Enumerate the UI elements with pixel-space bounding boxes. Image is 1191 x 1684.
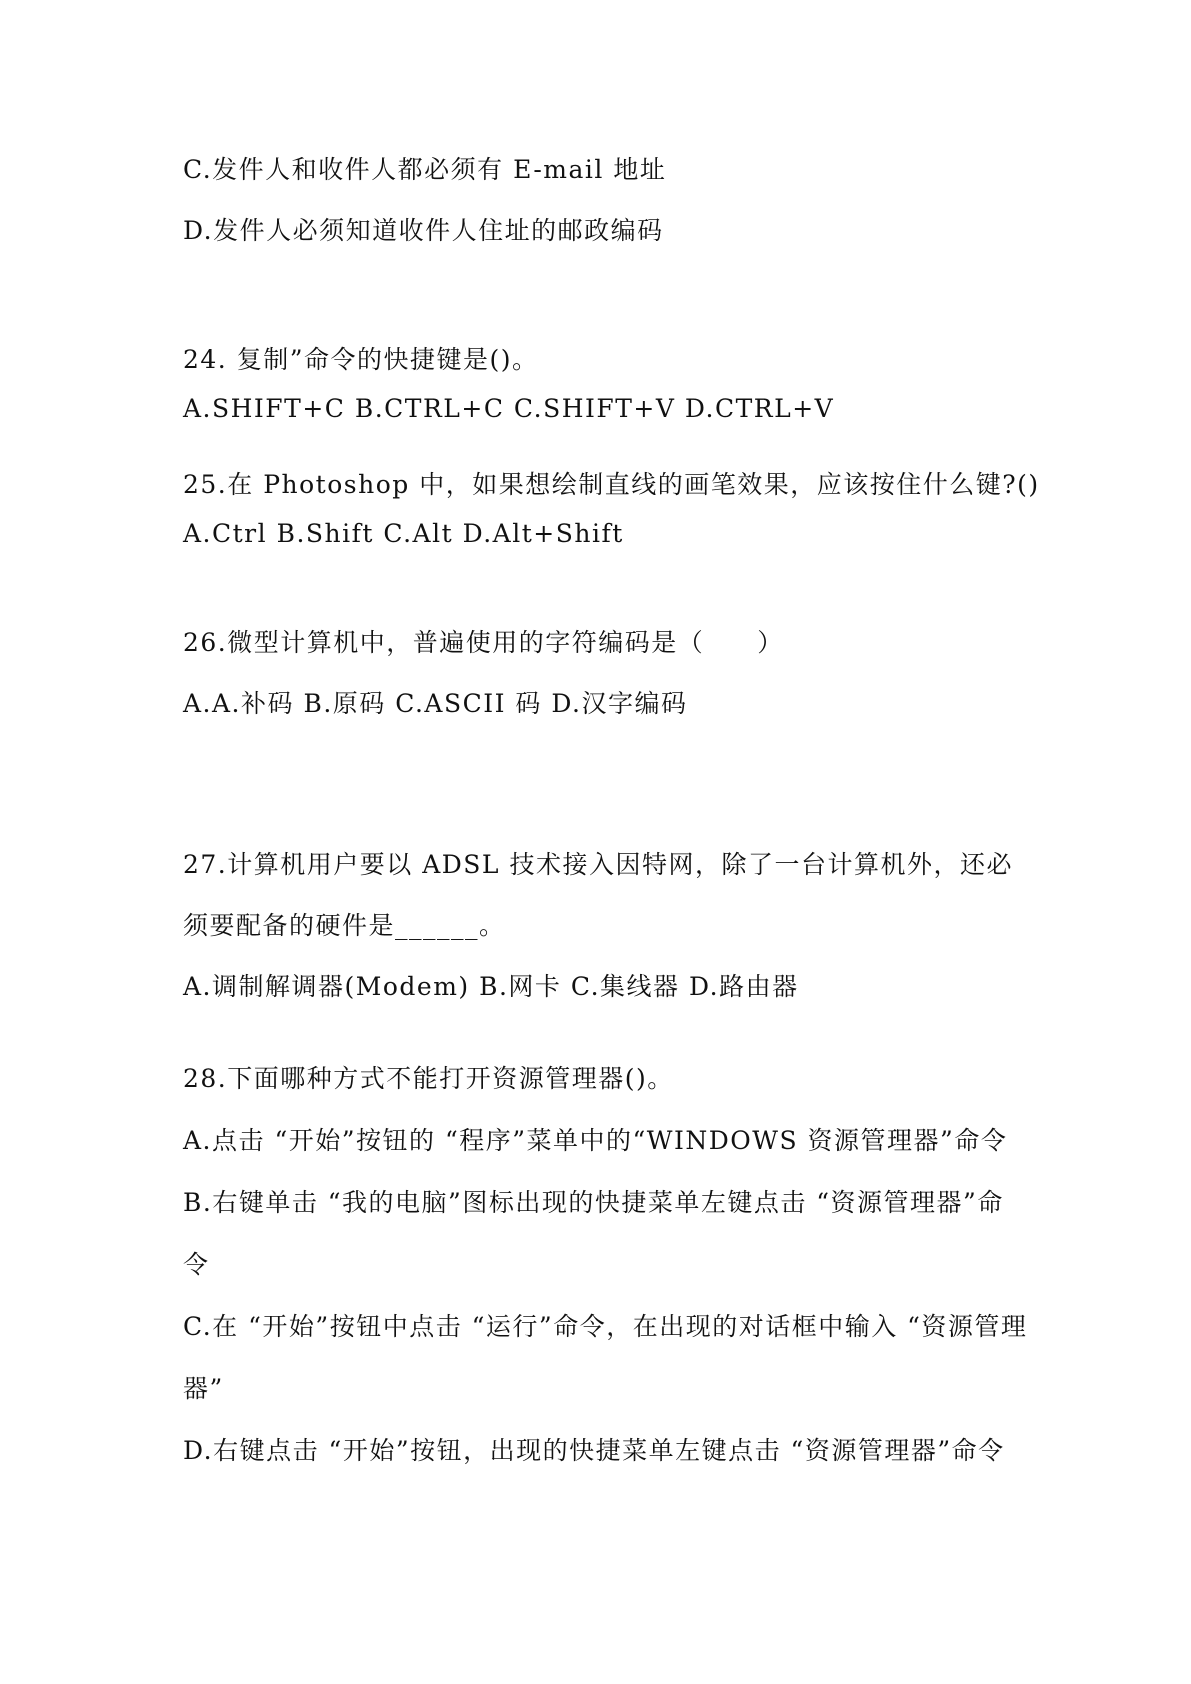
q28-option-a: A.点击 “开始”按钮的 “程序”菜单中的“WINDOWS 资源管理器”命令 <box>183 1126 1008 1155</box>
q25-options: A.Ctrl B.Shift C.Alt D.Alt+Shift <box>183 519 624 548</box>
q28-option-b-line1: B.右键单击 “我的电脑”图标出现的快捷菜单左键点击 “资源管理器”命 <box>183 1188 1004 1217</box>
q28-option-b-line2: 令 <box>183 1250 210 1279</box>
q28-option-c-line2: 器” <box>183 1374 224 1403</box>
q26-options: A.A.补码 B.原码 C.ASCII 码 D.汉字编码 <box>183 689 688 718</box>
q28-option-d: D.右键点击 “开始”按钮，出现的快捷菜单左键点击 “资源管理器”命令 <box>183 1436 1005 1465</box>
q28-question: 28.下面哪种方式不能打开资源管理器()。 <box>183 1064 674 1093</box>
q24-question: 24. 复制”命令的快捷键是()。 <box>183 345 539 374</box>
q27-question-line2: 须要配备的硬件是______。 <box>183 911 506 940</box>
q25-question: 25.在 Photoshop 中，如果想绘制直线的画笔效果，应该按住什么键?() <box>183 470 1040 499</box>
q23-option-d: D.发件人必须知道收件人住址的邮政编码 <box>183 216 664 245</box>
q24-options: A.SHIFT+C B.CTRL+C C.SHIFT+V D.CTRL+V <box>183 394 835 423</box>
q23-option-c: C.发件人和收件人都必须有 E-mail 地址 <box>183 155 667 184</box>
q27-options: A.调制解调器(Modem) B.网卡 C.集线器 D.路由器 <box>183 972 799 1001</box>
q27-question-line1: 27.计算机用户要以 ADSL 技术接入因特网，除了一台计算机外，还必 <box>183 850 1013 879</box>
q26-question: 26.微型计算机中，普遍使用的字符编码是（ ） <box>183 628 784 657</box>
q28-option-c-line1: C.在 “开始”按钮中点击 “运行”命令，在出现的对话框中输入 “资源管理 <box>183 1312 1028 1341</box>
